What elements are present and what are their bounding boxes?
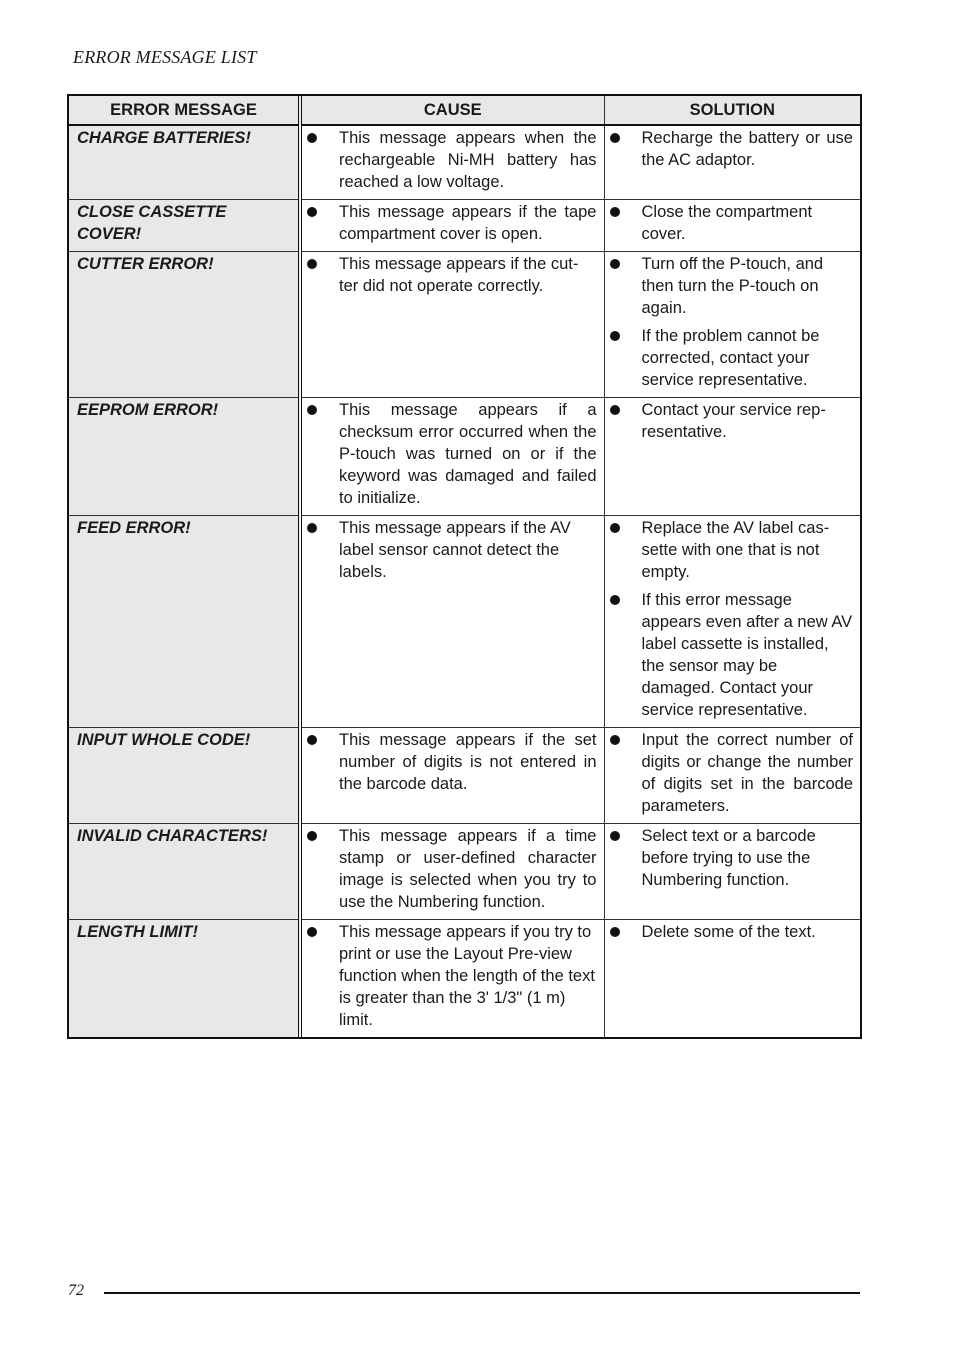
error-message-cell: EEPROM ERROR!: [69, 398, 300, 516]
table-body: [69, 125, 860, 1037]
cause-text: This message appears if the tape compartment cover is open.: [339, 203, 597, 243]
footer-rule: [104, 1292, 860, 1294]
solution-text: If the problem cannot be corrected, contact your service representative.: [641, 327, 820, 389]
cause-bullet-item: [307, 729, 597, 795]
solution-cell: [604, 252, 860, 398]
bullet-dot-icon: [307, 133, 317, 143]
solution-bullet-item: [610, 921, 854, 943]
table-row: [69, 824, 860, 920]
bullet-dot-icon: [307, 523, 317, 533]
cause-bullet-item: [307, 517, 597, 583]
solution-text: Recharge the battery or use the AC adaptor.: [641, 129, 853, 169]
solution-bullet-item: [610, 517, 854, 583]
table-row: [69, 252, 860, 398]
cause-bullet-item: [307, 253, 597, 297]
error-message-cell: INPUT WHOLE CODE!: [69, 728, 300, 824]
table-row: [69, 125, 860, 200]
bullet-dot-icon: [610, 831, 620, 841]
cause-bullet-item: [307, 127, 597, 193]
bullet-dot-icon: [307, 831, 317, 841]
header-solution: SOLUTION: [604, 96, 860, 125]
section-title: ERROR MESSAGE LIST: [73, 47, 257, 67]
error-message-cell: FEED ERROR!: [69, 516, 300, 728]
cause-cell: [300, 125, 604, 200]
bullet-dot-icon: [610, 595, 620, 605]
cause-text: This message appears if the set number of digits is not entered in the barcode data.: [339, 731, 597, 793]
error-message-cell: CHARGE BATTERIES!: [69, 125, 300, 200]
bullet-dot-icon: [307, 207, 317, 217]
bullet-dot-icon: [610, 259, 620, 269]
cause-bullet-item: [307, 921, 597, 1031]
solution-cell: [604, 398, 860, 516]
error-message-table: [67, 94, 862, 1039]
page-number: 72: [68, 1282, 84, 1299]
bullet-dot-icon: [610, 133, 620, 143]
bullet-dot-icon: [610, 927, 620, 937]
cause-text: This message appears if you try to print or use the Layout Pre-view function when the length of the text is greater than the 3' 1/3" (1 m) limit.: [339, 923, 595, 1029]
bullet-dot-icon: [307, 927, 317, 937]
cause-text: This message appears if the AV label sensor cannot detect the labels.: [339, 519, 571, 581]
bullet-dot-icon: [307, 405, 317, 415]
solution-text: Turn off the P-touch, and then turn the P-touch on again.: [641, 255, 824, 317]
cause-text: This message appears when the rechargeable Ni-MH battery has reached a low voltage.: [339, 129, 597, 191]
cause-bullet-item: [307, 825, 597, 913]
solution-text: Select text or a barcode before trying to use the Numbering function.: [641, 827, 816, 889]
error-message-cell: LENGTH LIMIT!: [69, 920, 300, 1038]
cause-cell: [300, 252, 604, 398]
solution-bullet-item: [610, 201, 854, 245]
cause-cell: [300, 398, 604, 516]
bullet-dot-icon: [610, 207, 620, 217]
cause-bullet-item: [307, 399, 597, 509]
solution-cell: [604, 125, 860, 200]
table-header-row: [69, 96, 860, 125]
bullet-dot-icon: [610, 405, 620, 415]
table-row: [69, 920, 860, 1038]
solution-text: Contact your service rep-resentative.: [641, 401, 826, 441]
solution-bullet-item: [610, 325, 854, 391]
solution-text: Close the compartment cover.: [641, 203, 813, 243]
cause-cell: [300, 516, 604, 728]
bullet-dot-icon: [610, 735, 620, 745]
solution-bullet-item: [610, 589, 854, 721]
table-row: [69, 398, 860, 516]
cause-cell: [300, 728, 604, 824]
solution-bullet-item: [610, 253, 854, 319]
cause-text: This message appears if a checksum error occurred when the P-touch was turned on or if the keyword was damaged and failed to initialize.: [339, 401, 597, 507]
solution-cell: [604, 728, 860, 824]
cause-text: This message appears if the cut-ter did not operate correctly.: [339, 255, 579, 295]
cause-bullet-item: [307, 201, 597, 245]
error-message-cell: CLOSE CASSETTE COVER!: [69, 200, 300, 252]
solution-cell: [604, 824, 860, 920]
solution-bullet-item: [610, 127, 854, 171]
cause-cell: [300, 824, 604, 920]
solution-text: Input the correct number of digits or change the number of digits set in the barcode parameters.: [641, 731, 853, 815]
error-message-cell: CUTTER ERROR!: [69, 252, 300, 398]
bullet-dot-icon: [610, 523, 620, 533]
header-error-message: ERROR MESSAGE: [69, 96, 300, 125]
table-row: [69, 200, 860, 252]
table-row: [69, 728, 860, 824]
solution-bullet-item: [610, 399, 854, 443]
cause-text: This message appears if a time stamp or user-defined character image is selected when you try to use the Numbering function.: [339, 827, 597, 911]
solution-cell: [604, 920, 860, 1038]
solution-bullet-item: [610, 729, 854, 817]
header-cause: CAUSE: [300, 96, 604, 125]
bullet-dot-icon: [307, 735, 317, 745]
solution-text: Delete some of the text.: [641, 923, 816, 941]
bullet-dot-icon: [610, 331, 620, 341]
solution-cell: [604, 200, 860, 252]
solution-bullet-item: [610, 825, 854, 891]
table-row: [69, 516, 860, 728]
cause-cell: [300, 920, 604, 1038]
error-message-cell: INVALID CHARACTERS!: [69, 824, 300, 920]
solution-cell: [604, 516, 860, 728]
cause-cell: [300, 200, 604, 252]
solution-text: If this error message appears even after a new AV label cassette is installed, the sensor may be damaged. Contact your service representative.: [641, 591, 853, 719]
solution-text: Replace the AV label cas-sette with one that is not empty.: [641, 519, 830, 581]
bullet-dot-icon: [307, 259, 317, 269]
